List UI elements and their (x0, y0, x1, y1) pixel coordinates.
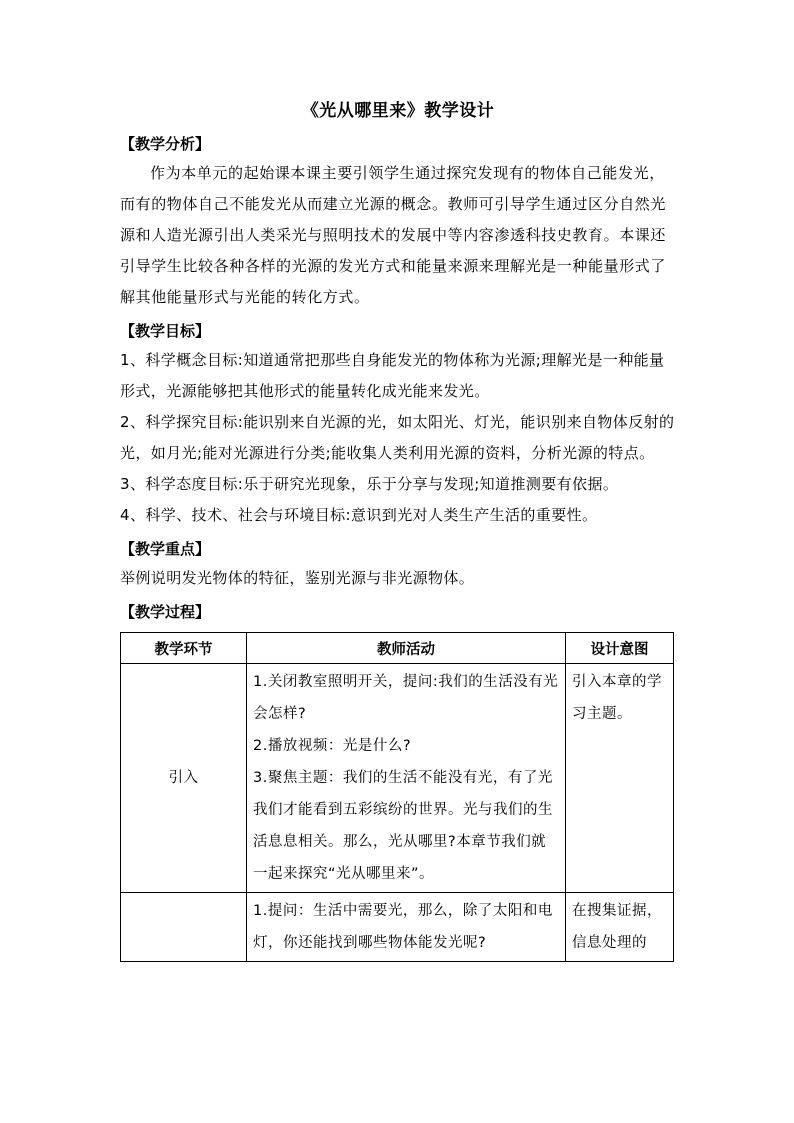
goals-heading: 【教学目标】 (120, 322, 211, 340)
table-header-row (121, 633, 674, 664)
activity-item: 3.聚焦主题：我们的生活不能没有光，有了光我们才能看到五彩缤纷的世界。光与我们的生活息息相关。那么，光从哪里?本章节我们就一起来探究“光从哪里来”。 (253, 770, 553, 882)
activity-cell (247, 664, 566, 893)
goal-item-2: 2、科学探究目标:能识别来自光源的光，如太阳光、灯光，能识别来自物体反射的光，如月光;能对光源进行分类;能收集人类利用光源的资料，分析光源的特点。 (120, 413, 675, 462)
header-activity: 教师活动 (247, 633, 566, 664)
process-heading: 【教学过程】 (120, 603, 211, 621)
stage-cell: 引入 (121, 664, 247, 893)
goal-item-3: 3、科学态度目标:乐于研究光现象，乐于分享与发现;知道推测要有依据。 (120, 475, 619, 493)
focus-text: 举例说明发光物体的特征，鉴别光源与非光源物体。 (120, 569, 475, 587)
focus-heading: 【教学重点】 (120, 540, 211, 558)
header-intent: 设计意图 (566, 633, 674, 664)
table-row (121, 664, 674, 893)
header-stage: 教学环节 (121, 633, 247, 664)
activity-cell (247, 893, 566, 962)
intent-cell: 引入本章的学习主题。 (566, 664, 674, 893)
activity-item: 2.播放视频：光是什么? (253, 738, 412, 754)
document-page (120, 96, 676, 962)
intent-cell: 在搜集证据，信息处理的 (566, 893, 674, 962)
analysis-heading: 【教学分析】 (120, 135, 211, 153)
process-table (120, 632, 674, 962)
table-row (121, 893, 674, 962)
activity-item: 1.提问：生活中需要光，那么，除了太阳和电灯，你还能找到哪些物体能发光呢? (253, 903, 553, 951)
goal-item-4: 4、科学、技术、社会与环境目标:意识到光对人类生产生活的重要性。 (120, 506, 598, 524)
document-title: 《光从哪里来》教学设计 (301, 101, 495, 121)
analysis-text: 作为本单元的起始课本课主要引领学生通过探究发现有的物体自己能发光，而有的物体自己不能发光从而建立光源的概念。教师可引导学生通过区分自然光源和人造光源引出人类采光与照明技术的发展中等内容渗透科技史教育。本课还引导学生比较各种各样的光源的发光方式和能量来源来理解光是一种能量形式了解其他能量形式与光能的转化方式。 (120, 164, 667, 306)
activity-item: 1.关闭教室照明开关，提问:我们的生活没有光会怎样? (253, 674, 559, 722)
stage-cell (121, 893, 247, 962)
goal-item-1: 1、科学概念目标:知道通常把那些自身能发光的物体称为光源;理解光是一种能量形式，光源能够把其他形式的能量转化成光能来发光。 (120, 351, 665, 400)
